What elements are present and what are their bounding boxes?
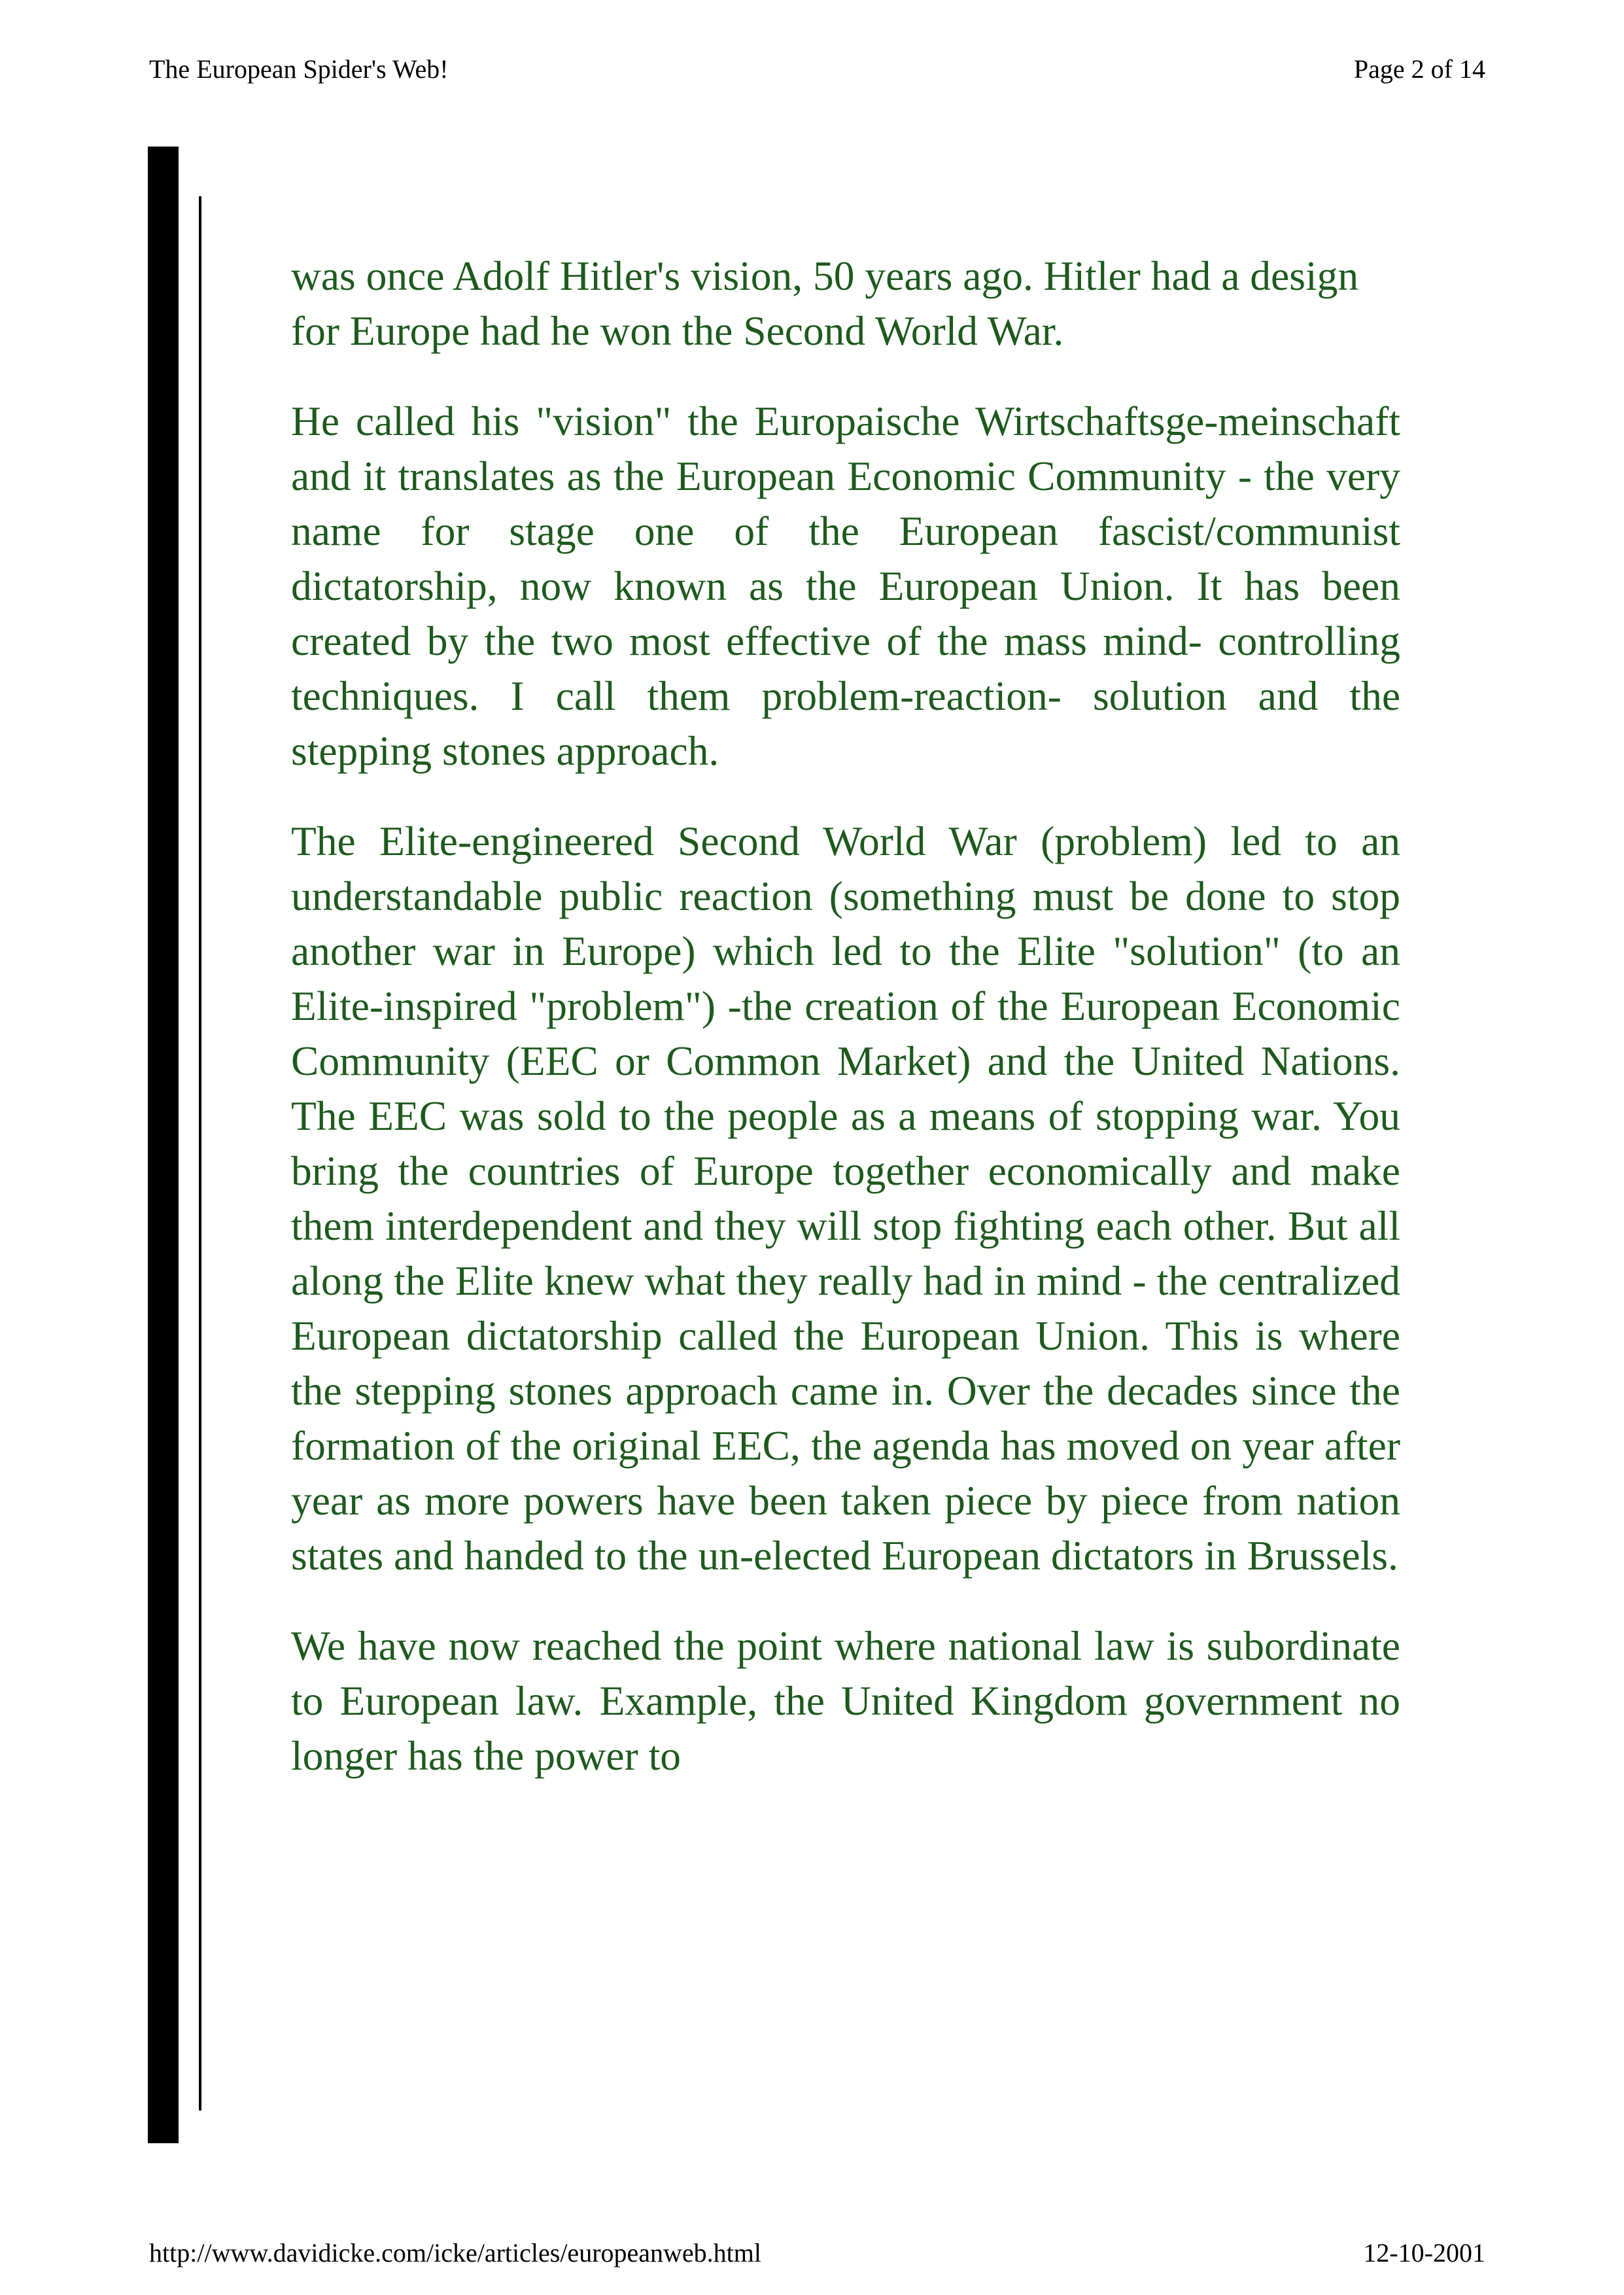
page-indicator: Page 2 of 14 — [1353, 54, 1485, 84]
document-title: The European Spider's Web! — [149, 54, 449, 84]
print-date: 12-10-2001 — [1363, 2238, 1485, 2268]
decorative-thick-bar — [148, 147, 179, 2143]
article-paragraph-4: We have now reached the point where national law is subordinate to European law. Example, the United Kingdom government no longer has the power to — [291, 1622, 1400, 1779]
decorative-thin-rule — [199, 196, 201, 2111]
article-paragraph-3: The Elite-engineered Second World War (problem) led to an understandable public reaction (something must be done to stop another war in Europe) which led to the Elite "solution" (to an Elite-inspired "problem") -the creation of the European Economic Community (EEC or Common Market) and the United Nations. The EEC was sold to the people as a means of stopping war. You bring the countries of Europe together economically and make them interdependent and they will stop fighting each other. But all along the Elite knew what they really had in mind - the centralized European dictatorship called the European Union. This is where the stepping stones approach came in. Over the decades since the formation of the original EEC, the agenda has moved on year after year as more powers have been taken piece by piece from nation states and handed to the un-elected European dictators in Brussels. — [291, 818, 1400, 1579]
source-url: http://www.davidicke.com/icke/articles/europeanweb.html — [149, 2238, 761, 2268]
article-body — [291, 249, 1400, 1819]
article-paragraph-2: He called his "vision" the Europaische Wirtschaftsge-meinschaft and it translates as the European Economic Community - the very name for stage one of the European fascist/communist dictatorship, now known as the European Union. It has been created by the two most effective of the mass mind- controlling techniques. I call them problem-reaction- solution and the stepping stones approach. — [291, 398, 1400, 774]
article-paragraph-1: was once Adolf Hitler's vision, 50 years ago. Hitler had a design for Europe had he won the Second World War. — [291, 253, 1359, 354]
